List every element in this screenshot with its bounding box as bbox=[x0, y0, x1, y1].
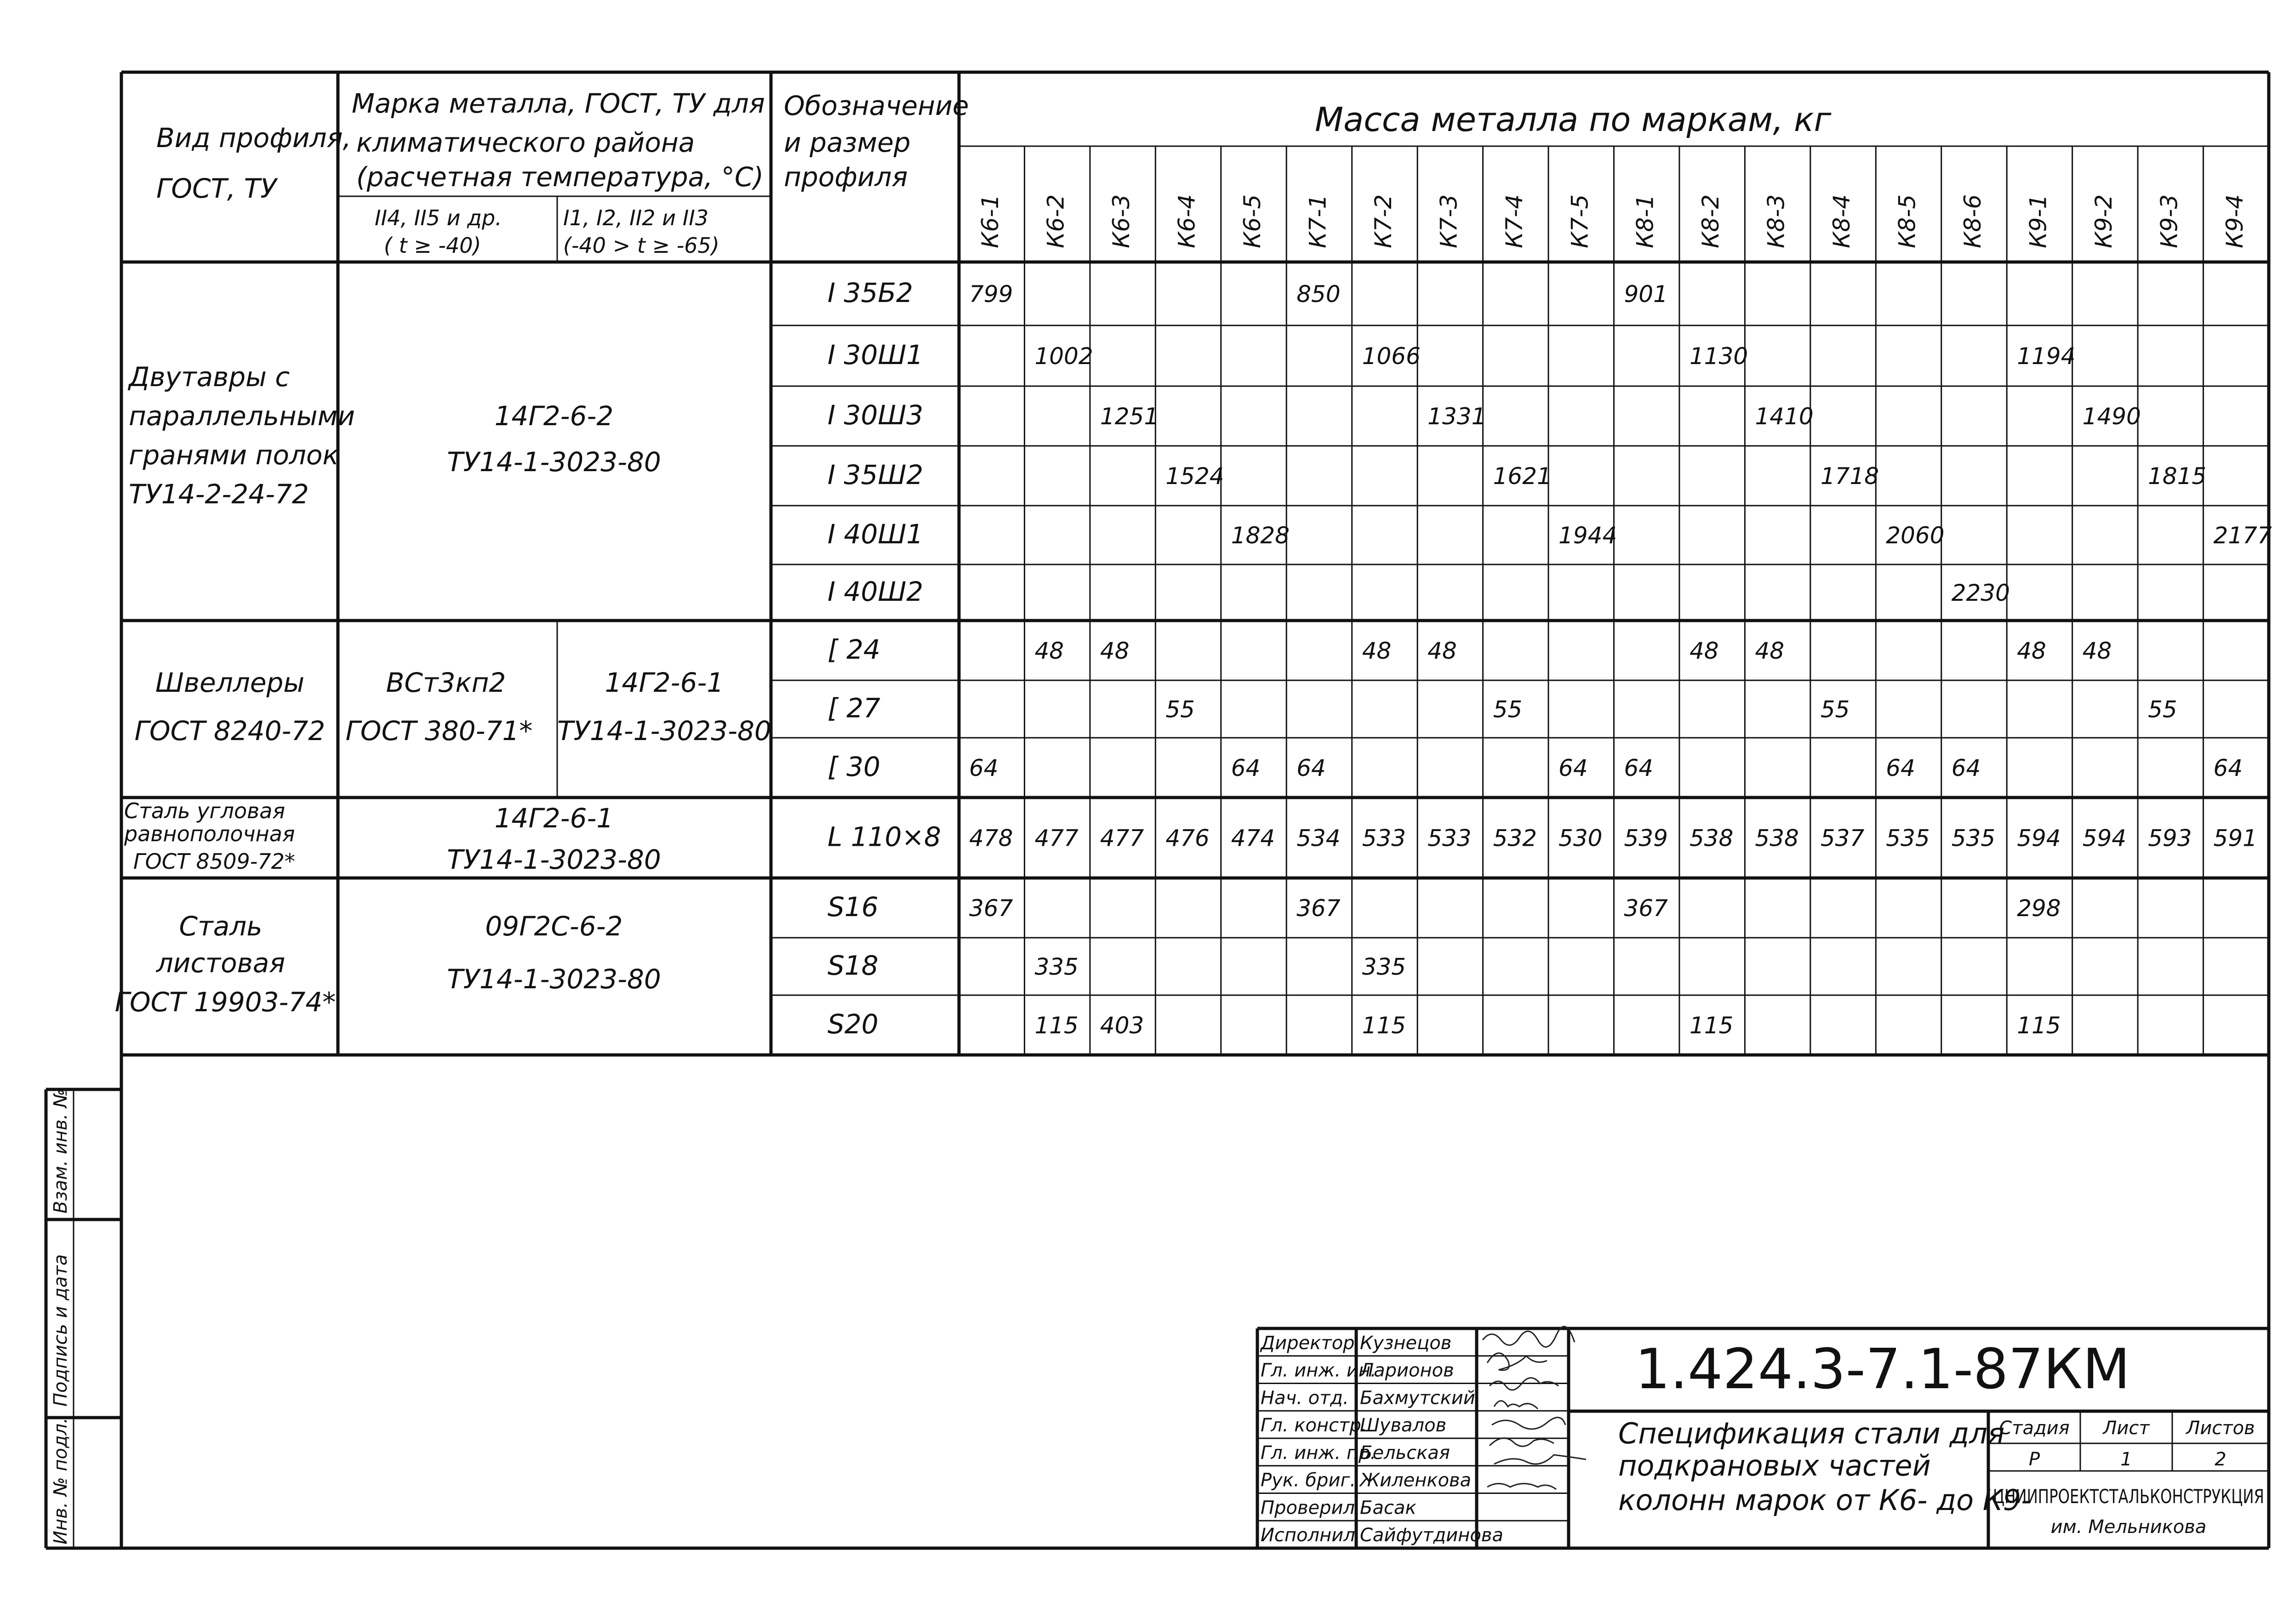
profile-designation: I 35Ш2 bbox=[828, 459, 924, 490]
region-b-range: (-40 > t ≥ -65) bbox=[563, 233, 719, 258]
title-block-texts bbox=[1618, 1338, 2264, 1538]
group-channels bbox=[135, 667, 771, 746]
ibeams-type-2: параллельными bbox=[129, 400, 355, 432]
mass-cell: 534 bbox=[1296, 825, 1341, 852]
drawing-title-3: колонн марок от К6- до К9- bbox=[1618, 1483, 2032, 1517]
mass-cell: 478 bbox=[969, 825, 1013, 852]
mass-cell: 64 bbox=[1951, 755, 1981, 781]
sheets-label: Листов bbox=[2186, 1418, 2255, 1439]
mass-cell: 367 bbox=[1624, 895, 1668, 922]
mass-cell: 48 bbox=[1689, 638, 1719, 664]
profile-designation: [ 30 bbox=[828, 751, 880, 782]
mass-cell: 1828 bbox=[1231, 522, 1290, 549]
mass-cell: 64 bbox=[1624, 755, 1654, 781]
ibeams-grade-2: ТУ14-1-3023-80 bbox=[447, 446, 661, 478]
mass-cell: 367 bbox=[1296, 895, 1341, 922]
mass-cell: 48 bbox=[1034, 638, 1064, 664]
mass-cell: 2230 bbox=[1951, 580, 2010, 606]
mass-cell: 55 bbox=[2148, 696, 2177, 723]
profile-designation: S18 bbox=[828, 950, 879, 981]
mass-cell: 477 bbox=[1034, 825, 1079, 852]
angle-type-2: равнополочная bbox=[124, 821, 295, 846]
person-role: Исполнил bbox=[1261, 1525, 1355, 1546]
grade-header-2: климатического района bbox=[356, 127, 695, 158]
profile-type-header-2: ГОСТ, ТУ bbox=[156, 173, 277, 204]
mass-cell: 533 bbox=[1362, 825, 1406, 852]
designation-header-2: и размер bbox=[784, 127, 911, 158]
angle-type-3: ГОСТ 8509-72* bbox=[133, 849, 295, 874]
person-role: Проверил bbox=[1261, 1497, 1355, 1519]
region-a-range: ( t ≥ -40) bbox=[384, 233, 481, 258]
mass-cell: 532 bbox=[1493, 825, 1537, 852]
sheet-value: 1 bbox=[2120, 1449, 2132, 1470]
grade-header: Марка металла, ГОСТ, ТУ для bbox=[352, 88, 765, 119]
mass-cells bbox=[969, 281, 2272, 1039]
person-name: Кузнецов bbox=[1360, 1332, 1452, 1354]
mass-cell: 537 bbox=[1820, 825, 1865, 852]
person-name: Сайфутдинова bbox=[1360, 1525, 1503, 1546]
mass-cell: 367 bbox=[969, 895, 1013, 922]
profile-designation: [ 24 bbox=[828, 634, 880, 665]
mass-cell: 64 bbox=[969, 755, 999, 781]
region-a-header: II4, II5 и др. bbox=[375, 205, 502, 230]
mark-label: К8-1 bbox=[1632, 194, 1659, 248]
sheet-label: Лист bbox=[2103, 1418, 2150, 1439]
mass-cell: 591 bbox=[2213, 825, 2257, 852]
drawing-title: Спецификация стали для bbox=[1618, 1417, 2005, 1450]
person-role: Гл. констр. bbox=[1261, 1415, 1367, 1436]
mass-cell: 530 bbox=[1558, 825, 1603, 852]
mass-cell: 1621 bbox=[1493, 463, 1552, 490]
drawing-frame bbox=[121, 1055, 2269, 1548]
profile-designations bbox=[828, 277, 941, 1040]
mass-cell: 64 bbox=[2213, 755, 2243, 781]
mark-label: К9-2 bbox=[2090, 194, 2117, 248]
group-ibeams bbox=[127, 361, 661, 510]
ibeams-type-4: ТУ14-2-24-72 bbox=[129, 479, 309, 510]
person-name: Бельская bbox=[1360, 1442, 1450, 1464]
inv-ref-label: Взам. инв. № bbox=[50, 1088, 71, 1214]
group-plate bbox=[115, 911, 661, 1018]
mass-cell: 594 bbox=[2082, 825, 2127, 852]
mass-cell: 55 bbox=[1820, 696, 1850, 723]
mass-cell: 64 bbox=[1558, 755, 1588, 781]
person-name: Ларионов bbox=[1360, 1360, 1454, 1381]
mass-cell: 64 bbox=[1231, 755, 1261, 781]
inv-orig-label: Инв. № подл. bbox=[50, 1418, 71, 1544]
mass-cell: 538 bbox=[1689, 825, 1734, 852]
channels-grade-a: ВСт3кп2 bbox=[386, 667, 506, 698]
mass-cell: 850 bbox=[1296, 281, 1341, 308]
mass-cell: 1002 bbox=[1034, 343, 1093, 370]
profile-designation: I 40Ш2 bbox=[828, 576, 924, 607]
ibeams-type-3: гранями полок bbox=[129, 439, 339, 471]
mass-cell: 1066 bbox=[1362, 343, 1421, 370]
mark-label: К8-2 bbox=[1697, 194, 1724, 248]
profile-designation: I 30Ш3 bbox=[828, 399, 924, 431]
person-role: Гл. инж. пр. bbox=[1261, 1442, 1376, 1464]
mark-label: К6-2 bbox=[1042, 194, 1069, 248]
person-name: Жиленкова bbox=[1360, 1470, 1472, 1491]
mark-label: К9-4 bbox=[2221, 194, 2248, 248]
profile-designation: S20 bbox=[828, 1009, 879, 1040]
mass-cell: 474 bbox=[1231, 825, 1275, 852]
mark-label: К7-5 bbox=[1566, 194, 1593, 248]
designation-header-3: профиля bbox=[784, 161, 908, 193]
mass-cell: 115 bbox=[1689, 1012, 1734, 1039]
mass-cell: 115 bbox=[1362, 1012, 1406, 1039]
group-angle bbox=[124, 798, 661, 875]
plate-type: Сталь bbox=[179, 911, 263, 942]
mass-cell: 115 bbox=[1034, 1012, 1079, 1039]
sign-date-label: Подпись и дата bbox=[50, 1254, 71, 1407]
person-role: Рук. бриг. bbox=[1261, 1470, 1356, 1491]
mass-cell: 476 bbox=[1165, 825, 1210, 852]
mass-cell: 48 bbox=[2017, 638, 2046, 664]
mass-cell: 298 bbox=[2017, 895, 2061, 922]
mass-cell: 1815 bbox=[2148, 463, 2207, 490]
mass-cell: 594 bbox=[2017, 825, 2061, 852]
signatures bbox=[1483, 1327, 1586, 1489]
mark-label: К9-3 bbox=[2156, 194, 2183, 248]
mark-label: К8-6 bbox=[1959, 194, 1986, 248]
plate-type-3: ГОСТ 19903-74* bbox=[114, 986, 336, 1018]
mass-cell: 799 bbox=[969, 281, 1013, 308]
ibeams-grade: 14Г2-6-2 bbox=[494, 400, 614, 432]
person-name: Басак bbox=[1360, 1497, 1416, 1519]
mass-cell: 48 bbox=[1362, 638, 1392, 664]
mass-cell: 2177 bbox=[2213, 522, 2272, 549]
mass-cell: 2060 bbox=[1886, 522, 1945, 549]
mass-cell: 335 bbox=[1034, 953, 1079, 980]
mass-cell: 539 bbox=[1624, 825, 1668, 852]
person-name: Шувалов bbox=[1360, 1415, 1447, 1436]
angle-type: Сталь угловая bbox=[124, 798, 285, 823]
profile-designation: L 110×8 bbox=[828, 821, 941, 853]
mark-label: К7-4 bbox=[1501, 194, 1528, 248]
mass-cell: 1524 bbox=[1165, 463, 1224, 490]
person-role: Директор bbox=[1261, 1332, 1355, 1354]
angle-grade-2: ТУ14-1-3023-80 bbox=[447, 844, 661, 875]
org-name-2: им. Мельникова bbox=[2050, 1516, 2207, 1538]
mass-cell: 1944 bbox=[1558, 522, 1617, 549]
grade-header-3: (расчетная температура, °С) bbox=[356, 161, 764, 193]
plate-grade: 09Г2С-6-2 bbox=[485, 911, 623, 942]
profile-type-header: Вид профиля, bbox=[156, 122, 351, 154]
mark-label: К6-5 bbox=[1239, 194, 1266, 248]
channels-grade-a-2: ГОСТ 380-71* bbox=[345, 715, 533, 746]
mass-cell: 538 bbox=[1755, 825, 1799, 852]
mark-label: К8-4 bbox=[1828, 194, 1855, 248]
mark-label: К7-1 bbox=[1304, 194, 1331, 248]
channels-grade-b: 14Г2-6-1 bbox=[605, 667, 724, 698]
mass-cell: 1194 bbox=[2017, 343, 2076, 370]
stage-label: Стадия bbox=[1999, 1418, 2070, 1439]
angle-grade: 14Г2-6-1 bbox=[494, 803, 614, 834]
drawing-title-2: подкрановых частей bbox=[1618, 1449, 1931, 1482]
profile-designation: [ 27 bbox=[828, 692, 880, 724]
mass-header: Масса металла по маркам, кг bbox=[1315, 100, 1832, 139]
mass-cell: 64 bbox=[1296, 755, 1326, 781]
mass-cell: 1410 bbox=[1755, 403, 1814, 430]
profile-designation: S16 bbox=[828, 891, 879, 923]
mass-cell: 1331 bbox=[1427, 403, 1486, 430]
mark-label: К7-3 bbox=[1435, 194, 1462, 248]
mass-cell: 403 bbox=[1100, 1012, 1144, 1039]
channels-type-2: ГОСТ 8240-72 bbox=[134, 715, 325, 746]
mass-cell: 115 bbox=[2017, 1012, 2061, 1039]
profile-designation: I 40Ш1 bbox=[828, 519, 924, 550]
mass-cell: 1490 bbox=[2082, 403, 2141, 430]
mark-label: К6-1 bbox=[977, 194, 1004, 248]
mark-labels bbox=[977, 194, 2248, 248]
sheets-value: 2 bbox=[2215, 1449, 2226, 1470]
mark-label: К8-5 bbox=[1894, 194, 1921, 248]
mass-cell: 533 bbox=[1427, 825, 1472, 852]
plate-type-2: листовая bbox=[156, 947, 285, 979]
mass-cell: 48 bbox=[1427, 638, 1457, 664]
mass-cell: 1718 bbox=[1820, 463, 1879, 490]
mass-cell: 535 bbox=[1886, 825, 1930, 852]
channels-grade-b-2: ТУ14-1-3023-80 bbox=[557, 715, 771, 746]
mark-label: К6-3 bbox=[1108, 194, 1135, 248]
mass-cell: 535 bbox=[1951, 825, 1996, 852]
designation-header: Обозначение bbox=[784, 90, 969, 121]
side-stamp bbox=[46, 1088, 121, 1548]
mass-cell: 64 bbox=[1886, 755, 1915, 781]
profile-designation: I 35Б2 bbox=[828, 277, 913, 308]
ibeams-type: Двутавры с bbox=[129, 361, 290, 393]
mark-label: К9-1 bbox=[2025, 194, 2052, 248]
mass-cell: 1130 bbox=[1689, 343, 1748, 370]
mass-cell: 48 bbox=[2082, 638, 2112, 664]
mass-cell: 335 bbox=[1362, 953, 1406, 980]
mark-label: К8-3 bbox=[1763, 194, 1790, 248]
mass-cell: 901 bbox=[1624, 281, 1668, 308]
mark-label: К7-2 bbox=[1370, 194, 1397, 248]
mass-cell: 48 bbox=[1755, 638, 1785, 664]
person-role: Нач. отд. bbox=[1261, 1387, 1349, 1409]
title-block-people bbox=[1257, 1333, 1569, 1546]
plate-grade-2: ТУ14-1-3023-80 bbox=[447, 963, 661, 995]
channels-type: Швеллеры bbox=[155, 667, 305, 698]
region-b-header: I1, I2, II2 и II3 bbox=[563, 205, 709, 230]
person-role: Гл. инж. ин. bbox=[1261, 1360, 1376, 1381]
mark-label: К6-4 bbox=[1173, 194, 1200, 248]
mass-cell: 48 bbox=[1100, 638, 1130, 664]
mass-cell: 55 bbox=[1165, 696, 1195, 723]
mass-cell: 477 bbox=[1100, 825, 1144, 852]
mass-cell: 593 bbox=[2148, 825, 2192, 852]
drawing-code: 1.424.3-7.1-87КМ bbox=[1635, 1338, 2130, 1402]
mass-cell: 55 bbox=[1493, 696, 1523, 723]
person-name: Бахмутский bbox=[1360, 1387, 1475, 1409]
stage-value: Р bbox=[2028, 1449, 2040, 1470]
mass-cell: 1251 bbox=[1100, 403, 1159, 430]
profile-designation: I 30Ш1 bbox=[828, 339, 924, 370]
org-name: ЦНИИПРОЕКТСТАЛЬКОНСТРУКЦИЯ bbox=[1993, 1485, 2264, 1508]
